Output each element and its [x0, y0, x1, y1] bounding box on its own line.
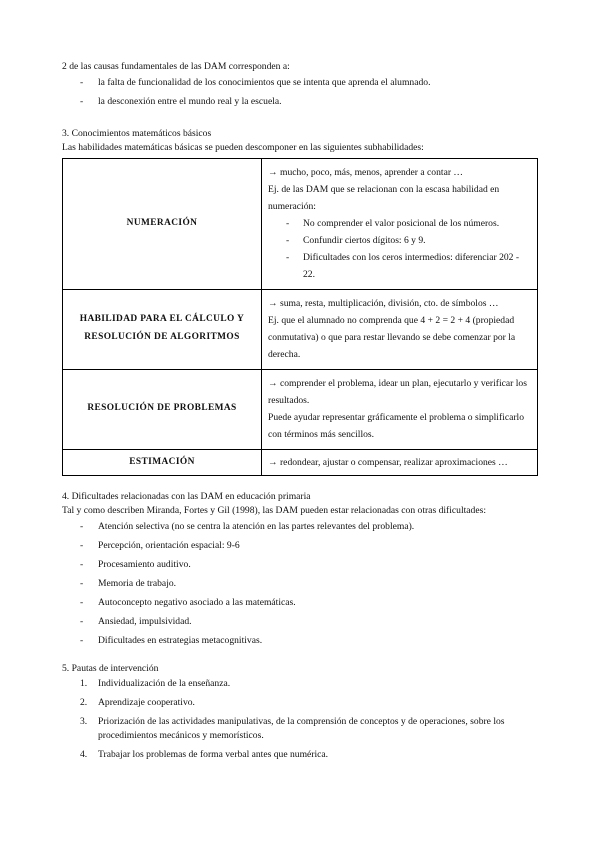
sub-item: - Confundir ciertos dígitos: 6 y 9.	[286, 232, 531, 249]
table-row	[63, 158, 538, 289]
skills-table	[62, 158, 538, 477]
list-item: - Procesamiento auditivo.	[80, 558, 538, 572]
list-item	[80, 677, 538, 691]
item-text: Individualización de la enseñanza.	[98, 678, 231, 690]
row-line: Puede ayudar representar gráficamente el problema o simplificarlo con términos más sencillos.	[268, 412, 524, 441]
list-item	[80, 715, 538, 743]
intro-list	[62, 76, 538, 109]
list-item: - Ansiedad, impulsividad.	[80, 615, 538, 629]
item-text: Aprendizaje cooperativo.	[98, 697, 195, 709]
item-number: 4.	[80, 749, 88, 761]
item-number: 3.	[80, 716, 88, 728]
list-item: - Percepción, orientación espacial: 9-6	[80, 539, 538, 553]
section-4	[62, 490, 538, 647]
row-line: Ej. que el alumnado no comprenda que 4 + 2 = 2 + 4 (propiedad conmutativa) o que para restar llevando se debe comenzar por la derecha.	[268, 314, 516, 361]
row-content	[262, 289, 538, 369]
intervention-list	[62, 677, 538, 762]
list-item	[80, 696, 538, 710]
list-item: - la desconexión entre el mundo real y la escuela.	[80, 95, 538, 109]
table-row	[63, 369, 538, 449]
table-row	[63, 449, 538, 476]
row-line: → mucho, poco, más, menos, aprender a contar …	[268, 166, 464, 178]
difficulties-list	[62, 520, 538, 647]
intro-lead: 2 de las causas fundamentales de las DAM corresponden a:	[62, 61, 290, 72]
row-label-calculo: HABILIDAD PARA EL CÁLCULO Y RESOLUCIÓN DE ALGORITMOS	[63, 289, 262, 369]
table-row	[63, 289, 538, 369]
row-content	[262, 449, 538, 476]
section-3-heading: 3. Conocimientos matemáticos básicos	[62, 127, 212, 139]
list-item	[80, 748, 538, 762]
row-content	[262, 369, 538, 449]
row-label-problemas: RESOLUCIÓN DE PROBLEMAS	[63, 369, 262, 449]
item-number: 1.	[80, 678, 88, 690]
row-content	[262, 158, 538, 289]
sub-item: - No comprender el valor posicional de los números.	[286, 215, 531, 232]
row-label-estimacion: ESTIMACIÓN	[63, 449, 262, 476]
list-item: - Atención selectiva (no se centra la atención en las partes relevantes del problema).	[80, 520, 538, 534]
item-text: Priorización de las actividades manipulativas, de la comprensión de conceptos y de operaciones, sobre los procedimientos mecánicos y memorísticos.	[98, 716, 505, 742]
row-line: Ej. de las DAM que se relacionan con la escasa habilidad en numeración:	[268, 183, 500, 212]
section-3	[62, 127, 538, 477]
list-item: - la falta de funcionalidad de los conocimientos que se intenta que aprenda el alumnado.	[80, 76, 538, 90]
section-3-lead: Las habilidades matemáticas básicas se pueden descomponer en las siguientes subhabilidades:	[62, 141, 424, 153]
item-number: 2.	[80, 697, 88, 709]
list-item: - Autoconcepto negativo asociado a las matemáticas.	[80, 596, 538, 610]
row-line: → comprender el problema, idear un plan, ejecutarlo y verificar los resultados.	[268, 377, 527, 406]
section-4-heading: 4. Dificultades relacionadas con las DAM en educación primaria	[62, 491, 311, 503]
item-text: Trabajar los problemas de forma verbal antes que numérica.	[98, 749, 329, 761]
list-item: - Memoria de trabajo.	[80, 577, 538, 591]
list-item: - Dificultades en estrategias metacognitivas.	[80, 634, 538, 648]
row-label-numeracion: NUMERACIÓN	[63, 158, 262, 289]
row-line: → redondear, ajustar o compensar, realizar aproximaciones …	[268, 456, 508, 468]
section-5-heading: 5. Pautas de intervención	[62, 662, 159, 674]
sub-item: - Dificultades con los ceros intermedios: diferenciar 202 - 22.	[286, 249, 531, 283]
sub-list	[268, 215, 531, 283]
document-page	[62, 60, 538, 767]
row-line: → suma, resta, multiplicación, división, cto. de símbolos …	[268, 297, 499, 309]
section-5	[62, 662, 538, 762]
section-4-lead: Tal y como describen Miranda, Fortes y Gil (1998), las DAM pueden estar relacionadas con otras dificultades:	[62, 505, 486, 517]
